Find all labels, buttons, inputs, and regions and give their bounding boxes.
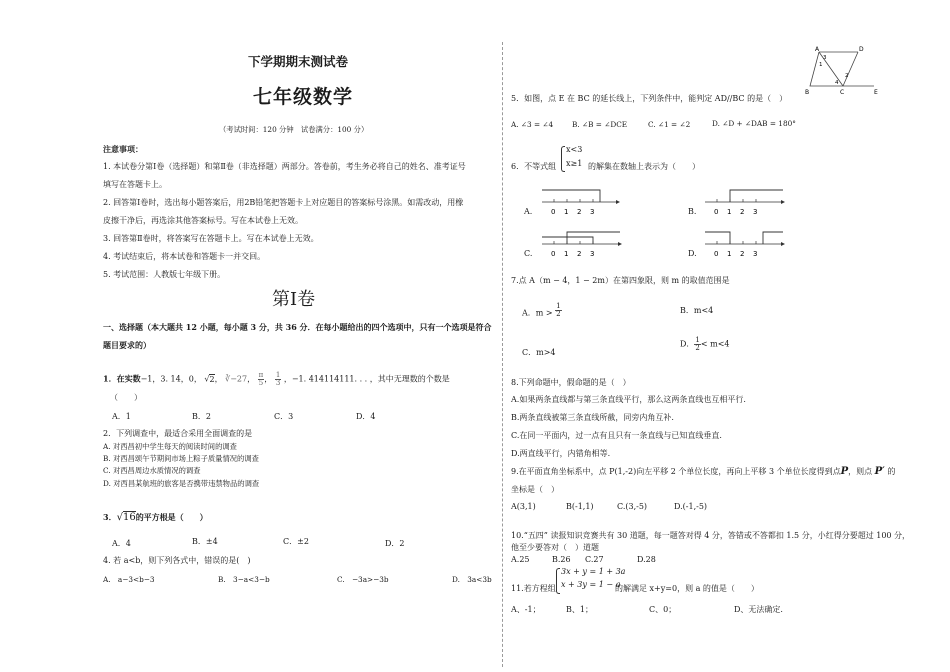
subject-title: 七年级数学 (253, 86, 354, 108)
tick-label: 0 (551, 208, 556, 216)
q5-option-b[interactable]: B. ∠B = ∠DCE (572, 120, 628, 129)
q2-option-b[interactable]: B. 对西昌颂午节期间市场上粽子质量情况的调查 (103, 454, 259, 463)
q3-option-d[interactable]: D．2 (385, 539, 405, 548)
q9-option-b[interactable]: B(-1,1) (566, 502, 594, 511)
section-heading: 一、选择题（本大题共 12 小题，每小题 3 分，共 36 分．在每小题给出的四个选项中，只有一个选项是符合 (103, 322, 492, 332)
tick-label: 0 (714, 208, 719, 216)
question-1-stem: 1．在实数−1，3. 14，0， √2， ∛−27， $\frac{\pi}{5}$ ， $\frac{1}{3}$ ，−1. 414114111. . . ，其中无理数的个数是 (103, 371, 450, 387)
q1-option-c[interactable]: C．3 (274, 412, 294, 421)
figure-label: 3 (823, 55, 827, 61)
q10-option-d[interactable]: D.28 (637, 555, 656, 564)
tick-label: 3 (590, 208, 595, 216)
q8-option-d[interactable]: D.两直线平行，内错角相等. (511, 449, 611, 458)
q2-option-a[interactable]: A. 对西昌初中学生每天的阅读时间的调查 (103, 442, 237, 451)
column-divider (502, 42, 503, 667)
q8-option-a[interactable]: A.如果两条直线都与第三条直线平行，那么这两条直线也互相平行. (511, 395, 746, 404)
question-10-line2: 他至少要答对（ ）道题 (511, 543, 599, 552)
q8-option-c[interactable]: C.在同一平面内，过一点有且只有一条直线与已知直线垂直. (511, 431, 722, 440)
q6-option-a-letter[interactable]: A. (524, 207, 533, 216)
q6-option-c-letter[interactable]: C. (524, 249, 533, 258)
figure-label: D (859, 46, 864, 53)
notes-heading: 注意事项： (103, 144, 143, 154)
q4-option-b[interactable]: B. 3−a<3−b (218, 575, 270, 584)
figure-label: 1 (819, 62, 823, 68)
tick-label: 2 (577, 250, 582, 258)
tick-label: 2 (577, 208, 582, 216)
note-line: 5. 考试范围：人教版七年级下册。 (103, 270, 226, 279)
number-line-a[interactable] (540, 184, 620, 220)
cube-root-neg-27: ∛−27 (225, 374, 248, 384)
note-line: 皮擦干净后，再选涂其他答案标号。写在本试卷上无效。 (103, 216, 303, 225)
q9-option-d[interactable]: D.(-1,-5) (674, 502, 708, 511)
q5-option-c[interactable]: C. ∠1 = ∠2 (648, 120, 691, 129)
figure-label: C (840, 89, 845, 96)
note-line: 1. 本试卷分第Ⅰ卷（选择题）和第Ⅱ卷（非选择题）两部分。答卷前，考生务必将自己的姓名、准考证号 (103, 162, 466, 171)
q11-option-d[interactable]: D、无法确定. (734, 605, 783, 614)
exam-info: （考试时间：120 分钟 试卷满分：100 分） (219, 125, 369, 134)
q8-option-b[interactable]: B.两条直线被第三条直线所截，同旁内角互补. (511, 413, 674, 422)
tick-label: 1 (727, 250, 732, 258)
q1-option-b[interactable]: B．2 (192, 412, 211, 421)
figure-label: B (805, 89, 810, 96)
question-1-paren: （ ） (110, 393, 142, 402)
question-6-lead: 6．不等式组 (511, 162, 557, 171)
tick-label: 1 (727, 208, 732, 216)
tick-label: 3 (753, 208, 758, 216)
question-2-stem: 2．下列调查中，最适合采用全面调查的是 (103, 429, 253, 438)
q4-option-d[interactable]: D. 3a<3b (452, 575, 492, 584)
q5-option-a[interactable]: A. ∠3 = ∠4 (511, 120, 554, 129)
q1-option-d[interactable]: D．4 (356, 412, 376, 421)
tick-label: 0 (551, 250, 556, 258)
sqrt-16: √16 (116, 512, 136, 523)
q7-option-a[interactable]: A．m > $\frac{1}{2}$ (522, 302, 561, 318)
pi-over-5: $\frac{\pi}{5}$ (258, 371, 264, 387)
note-line: 填写在答题卡上。 (103, 180, 167, 189)
tick-label: 2 (740, 250, 745, 258)
q3-option-c[interactable]: C．±2 (283, 537, 309, 546)
system-brace (556, 568, 560, 594)
tick-label: 1 (564, 250, 569, 258)
question-6-tail: 的解集在数轴上表示为（ ） (588, 162, 700, 171)
question-10-line1: 10.“五四” 读报知识竞赛共有 30 道题，每一题答对得 4 分，答错或不答都扣 1.5 分，小红得分要超过 100 分， (511, 531, 911, 540)
term-title: 下学期期末测试卷 (248, 54, 349, 69)
figure-label: E (874, 89, 878, 96)
q4-option-c[interactable]: C. −3a>−3b (337, 575, 389, 584)
tick-label: 3 (753, 250, 758, 258)
q4-option-a[interactable]: A. a−3<b−3 (103, 575, 155, 584)
question-7-stem: 7.点 A（m − 4，1 − 2m）在第四象限，则 m 的取值范围是 (511, 276, 730, 285)
q3-option-a[interactable]: A．4 (112, 539, 131, 548)
ineq-2: x≥1 (566, 159, 583, 168)
q2-option-d[interactable]: D. 对西昌某航班的旅客是否携带违禁物品的调查 (103, 479, 260, 488)
system-brace (561, 146, 565, 172)
q10-option-b[interactable]: B.26 (552, 555, 571, 564)
question-4-stem: 4. 若 a<b，则下列各式中，错误的是( ) (103, 556, 251, 565)
one-half: $\frac{1}{2}$ (556, 302, 561, 318)
equation-1: 3x + y = 1 + 3a (561, 567, 626, 576)
parallelogram-figure (790, 44, 882, 96)
section-heading-cont: 题目要求的） (103, 340, 151, 350)
q10-option-a[interactable]: A.25 (511, 555, 530, 564)
one-half: $\frac{1}{2}$ (695, 336, 700, 352)
q5-option-d[interactable]: D. ∠D + ∠DAB = 180° (712, 119, 796, 128)
q2-option-c[interactable]: C. 对西昌周边水质情况的调查 (103, 466, 201, 475)
note-line: 4. 考试结束后，将本试卷和答题卡一并交回。 (103, 252, 266, 261)
number-line-d[interactable] (703, 224, 785, 260)
q7-option-c[interactable]: C．m>4 (522, 348, 556, 357)
question-5-stem: 5．如图，点 E 在 BC 的延长线上，下列条件中，能判定 AD//BC 的是（ ） (511, 94, 788, 103)
q6-option-d-letter[interactable]: D. (688, 249, 697, 258)
question-3-stem: 3．√16的平方根是（ ） (103, 512, 208, 523)
part1-title: 第Ⅰ卷 (272, 289, 316, 310)
q9-option-c[interactable]: C.(3,-5) (617, 502, 648, 511)
tick-label: 0 (714, 250, 719, 258)
number-line-b[interactable] (703, 184, 785, 220)
question-8-stem: 8.下列命题中，假命题的是（ ） (511, 378, 631, 387)
one-third: $\frac{1}{3}$ (275, 371, 281, 387)
q10-option-c[interactable]: C.27 (585, 555, 604, 564)
figure-label: 4 (835, 80, 839, 86)
equation-2: x + 3y = 1 − a (561, 580, 621, 589)
question-9-stem: 9.在平面直角坐标系中，点 P(1,-2)向左平移 2 个单位长度，再向上平移 3 个单位长度得到点P，则点 P′ 的 (511, 466, 896, 477)
q11-option-a[interactable]: A、-1； (511, 605, 541, 614)
q3-option-b[interactable]: B．±4 (192, 537, 218, 546)
figure-label: 2 (845, 73, 849, 79)
note-line: 2. 回答第Ⅰ卷时，选出每小题答案后，用2B铅笔把答题卡上对应题目的答案标号涂黑。如需改动，用橡 (103, 198, 464, 207)
q9-option-a[interactable]: A(3,1) (511, 502, 536, 511)
note-line: 3. 回答第Ⅱ卷时，将答案写在答题卡上。写在本试卷上无效。 (103, 234, 319, 243)
question-11-lead: 11.若方程组 (511, 584, 556, 593)
tick-label: 3 (590, 250, 595, 258)
q7-option-d[interactable]: D． $\frac{1}{2}$ < m<4 (680, 336, 730, 352)
figure-label: A (815, 46, 820, 53)
q7-option-b[interactable]: B．m<4 (680, 306, 714, 315)
question-9-line2: 坐标是（ ） (511, 485, 559, 494)
tick-label: 2 (740, 208, 745, 216)
ineq-1: x<3 (566, 145, 583, 154)
q1-option-a[interactable]: A．1 (112, 412, 131, 421)
number-line-c[interactable] (540, 224, 622, 260)
question-11-tail: 的解满足 x+y=0，则 a 的值是（ ） (615, 584, 759, 593)
q6-option-b-letter[interactable]: B. (688, 207, 697, 216)
tick-label: 1 (564, 208, 569, 216)
q11-option-b[interactable]: B、1； (566, 605, 593, 614)
sqrt-2: √2 (204, 374, 215, 384)
q11-option-c[interactable]: C、0； (649, 605, 677, 614)
